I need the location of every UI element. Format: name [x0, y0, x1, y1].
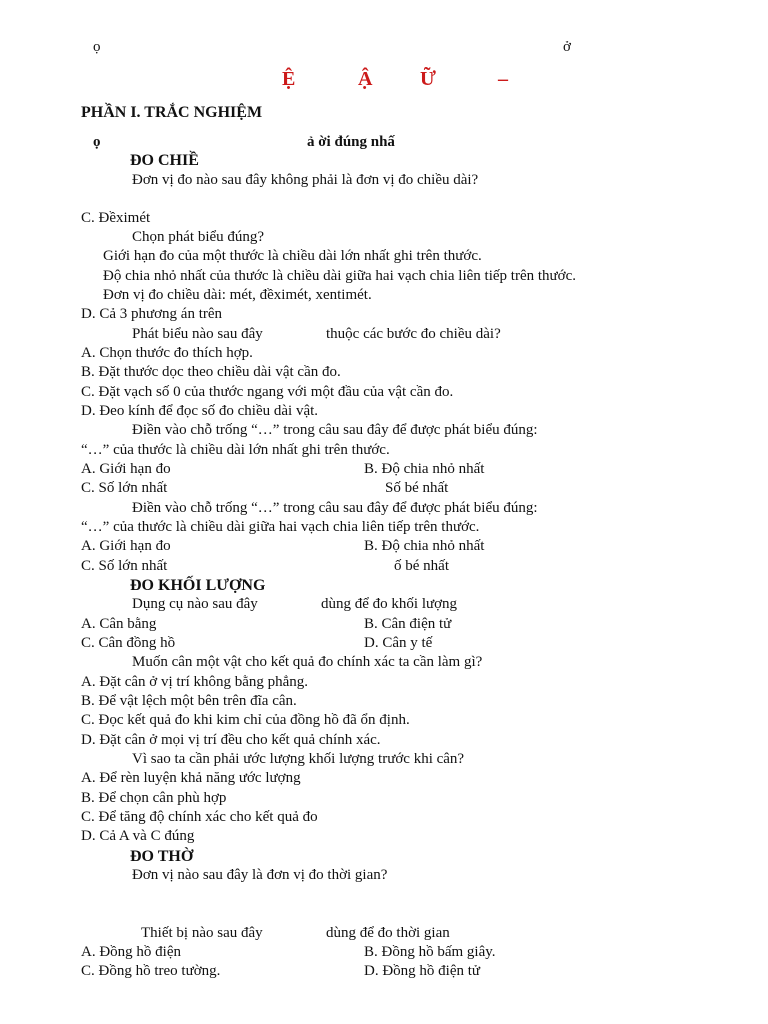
option-a: A. Chọn thước đo thích hợp.	[81, 345, 253, 361]
option-c: C. Đồng hồ treo tường.	[81, 963, 221, 979]
option-a: A. Để rèn luyện khả năng ước lượng	[81, 770, 301, 786]
question-stem-part-b: dùng để đo khối lượng	[321, 596, 458, 612]
option-c: C. Số lớn nhất	[81, 558, 168, 574]
question-stem-part-b: dùng để đo thời gian	[326, 925, 450, 941]
option-b: B. Độ chia nhỏ nhất	[364, 538, 485, 554]
option-a: A. Đồng hồ điện	[81, 944, 181, 960]
option-c: C. Đềximét	[81, 210, 151, 226]
option-d: D. Đồng hồ điện tử	[364, 963, 481, 979]
option-c: C. Để tăng độ chính xác cho kết quả đo	[81, 809, 318, 825]
instruction-right: ả ời đúng nhấ	[307, 134, 395, 150]
question-stem-part-a: Phát biểu nào sau đây	[132, 326, 263, 342]
option-b: B. Cân điện tử	[364, 616, 452, 632]
section-title-mass: ĐO KHỐI LƯỢNG	[130, 577, 266, 594]
question-stem-part-a: Dụng cụ nào sau đây	[132, 596, 258, 612]
option-d: Số bé nhất	[385, 480, 449, 496]
option-b: B. Để vật lệch một bên trên đĩa cân.	[81, 693, 297, 709]
option-c: C. Đọc kết quả đo khi kim chỉ của đồng hồ đã ổn định.	[81, 712, 410, 728]
option-a: A. Đặt cân ở vị trí không bằng phẳng.	[81, 674, 309, 690]
option-b: B. Độ chia nhỏ nhất	[364, 461, 485, 477]
option-a: A. Giới hạn đo	[81, 538, 171, 554]
question-stem: Đơn vị đo nào sau đây không phải là đơn vị đo chiều dài?	[132, 172, 479, 188]
question-stem: Muốn cân một vật cho kết quả đo chính xác ta cần làm gì?	[132, 654, 483, 670]
question-stem: Điền vào chỗ trống “…” trong câu sau đây để được phát biểu đúng:	[132, 422, 538, 438]
title-fragment-2: Ậ	[358, 68, 373, 90]
question-stem-line2: “…” của thước là chiều dài giữa hai vạch chia liên tiếp trên thước.	[81, 519, 480, 535]
question-stem: Vì sao ta cần phải ước lượng khối lượng trước khi cân?	[132, 751, 465, 767]
option-c: C. Cân đồng hồ	[81, 635, 176, 651]
option-c: C. Đặt vạch số 0 của thước ngang với một đầu của vật cần đo.	[81, 384, 454, 400]
option-c: C. Số lớn nhất	[81, 480, 168, 496]
title-fragment-1: Ệ	[282, 68, 296, 90]
question-stem: Đơn vị nào sau đây là đơn vị đo thời gian?	[132, 867, 388, 883]
part-heading: PHẦN I. TRẮC NGHIỆM	[81, 104, 263, 121]
option-d: D. Cân y tế	[364, 635, 433, 651]
option-d: ố bé nhất	[394, 558, 449, 574]
statement-line: Giới hạn đo của một thước là chiều dài lớn nhất ghi trên thước.	[103, 248, 482, 264]
question-stem-part-b: thuộc các bước đo chiều dài?	[326, 326, 501, 342]
option-b: B. Đồng hồ bấm giây.	[364, 944, 496, 960]
statement-line: Đơn vị đo chiều dài: mét, đềximét, xentimét.	[103, 287, 372, 303]
question-stem-line2: “…” của thước là chiều dài lớn nhất ghi trên thước.	[81, 442, 390, 458]
header-right-fragment: ở	[563, 39, 571, 55]
option-d: D. Cả A và C đúng	[81, 828, 195, 844]
section-title-time: ĐO THỜ	[130, 848, 194, 865]
header-left-fragment: ọ	[93, 39, 101, 55]
title-fragment-3: Ữ	[420, 68, 436, 90]
question-stem-part-a: Thiết bị nào sau đây	[141, 925, 263, 941]
option-b: B. Đặt thước dọc theo chiều dài vật cần đo.	[81, 364, 341, 380]
option-d: D. Cả 3 phương án trên	[81, 306, 223, 322]
instruction-left: ọ	[93, 134, 101, 150]
statement-line: Độ chia nhỏ nhất của thước là chiều dài giữa hai vạch chia liên tiếp trên thước.	[103, 268, 576, 284]
option-a: A. Giới hạn đo	[81, 461, 171, 477]
section-title-length: ĐO CHIỀ	[130, 152, 199, 169]
option-d: D. Đặt cân ở mọi vị trí đều cho kết quả chính xác.	[81, 732, 381, 748]
question-stem: Chọn phát biểu đúng?	[132, 229, 265, 245]
option-b: B. Để chọn cân phù hợp	[81, 790, 227, 806]
option-a: A. Cân bằng	[81, 616, 157, 632]
question-stem: Điền vào chỗ trống “…” trong câu sau đây để được phát biểu đúng:	[132, 500, 538, 516]
title-fragment-4: –	[498, 68, 508, 90]
option-d: D. Đeo kính để đọc số đo chiều dài vật.	[81, 403, 319, 419]
